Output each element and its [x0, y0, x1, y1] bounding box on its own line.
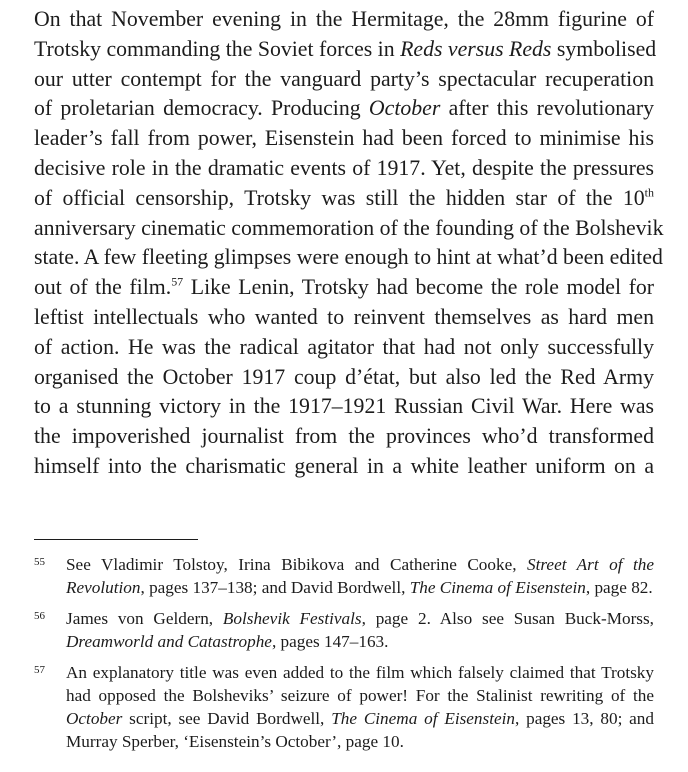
footnote: [34, 661, 654, 753]
main-text-block: [34, 5, 664, 482]
body-line: anniversary cinematic commemoration of the founding of the Bolshevik: [34, 215, 664, 240]
body-line: of proletarian democracy. Producing October after this revolutionary: [34, 96, 655, 121]
body-line: himself into the charismatic general in a white leather uniform on a: [34, 453, 654, 478]
footnote-line: Dreamworld and Catastrophe, pages 147–163.: [66, 632, 389, 651]
footnote-line: October script, see David Bordwell, The Cinema of Eisenstein, pages 13, 80; and: [66, 709, 654, 728]
footnote: [34, 607, 654, 653]
superscript: 57: [171, 274, 184, 289]
footnote-number: 56: [34, 610, 45, 622]
body-line: Trotsky commanding the Soviet forces in Reds versus Reds symbolised: [34, 36, 657, 61]
footnote-line: An explanatory title was even added to the film which falsely claimed that Trotsky: [66, 663, 654, 682]
body-line: state. A few fleeting glimpses were enough to hint at what’d been edited: [34, 245, 663, 270]
footnote-number: 57: [34, 664, 45, 676]
italic-title: Dreamworld and Catastrophe: [66, 632, 272, 651]
body-line: of action. He was the radical agitator that had not only successfully: [34, 334, 654, 359]
footnote-line: See Vladimir Tolstoy, Irina Bibikova and Catherine Cooke, Street Art of the: [66, 555, 654, 574]
body-line: On that November evening in the Hermitage, the 28mm figurine of: [34, 7, 654, 31]
footnote-separator: [34, 539, 198, 540]
body-line: of official censorship, Trotsky was still the hidden star of the 10th: [34, 185, 654, 210]
italic-title: Street Art of the: [527, 555, 654, 574]
body-line: leader’s fall from power, Eisenstein had been forced to minimise his: [34, 126, 654, 151]
footnote: [34, 553, 654, 599]
body-line: our utter contempt for the vanguard party’s spectacular recuperation: [34, 66, 654, 91]
body-line: organised the October 1917 coup d’état, but also led the Red Army: [34, 364, 654, 389]
italic-title: October: [368, 96, 441, 121]
body-line: decisive role in the dramatic events of 1917. Yet, despite the pressures: [34, 155, 654, 180]
body-line: out of the film.$^{57}$ Like Lenin, Trotsky had become the role model for: [34, 274, 654, 300]
italic-title: Bolshevik Festivals: [222, 609, 362, 628]
footnote-line: James von Geldern, Bolshevik Festivals, page 2. Also see Susan Buck-Morss,: [66, 609, 654, 628]
italic-title: The Cinema of Eisenstein: [331, 709, 515, 728]
footnote-line: Revolution, pages 137–138; and David Bordwell, The Cinema of Eisenstein, page 82.: [66, 578, 653, 597]
footnote-line: had opposed the Bolsheviks’ seizure of power! For the Stalinist rewriting of the: [66, 686, 654, 705]
italic-title: October: [66, 709, 123, 728]
body-line: to a stunning victory in the 1917–1921 Russian Civil War. Here was: [34, 394, 654, 419]
italic-title: The Cinema of Eisenstein: [409, 578, 586, 597]
footnotes-section: [34, 553, 654, 761]
superscript: th: [644, 185, 654, 200]
body-line: the impoverished journalist from the provinces who’d transformed: [34, 424, 654, 449]
body-paragraph: [34, 5, 664, 482]
italic-title: Revolution: [66, 578, 141, 597]
footnote-line: Murray Sperber, ‘Eisenstein’s October’, page 10.: [66, 732, 404, 751]
italic-title: Reds versus Reds: [400, 36, 552, 61]
footnote-number: 55: [34, 556, 45, 568]
body-line: leftist intellectuals who wanted to reinvent themselves as hard men: [34, 304, 654, 329]
